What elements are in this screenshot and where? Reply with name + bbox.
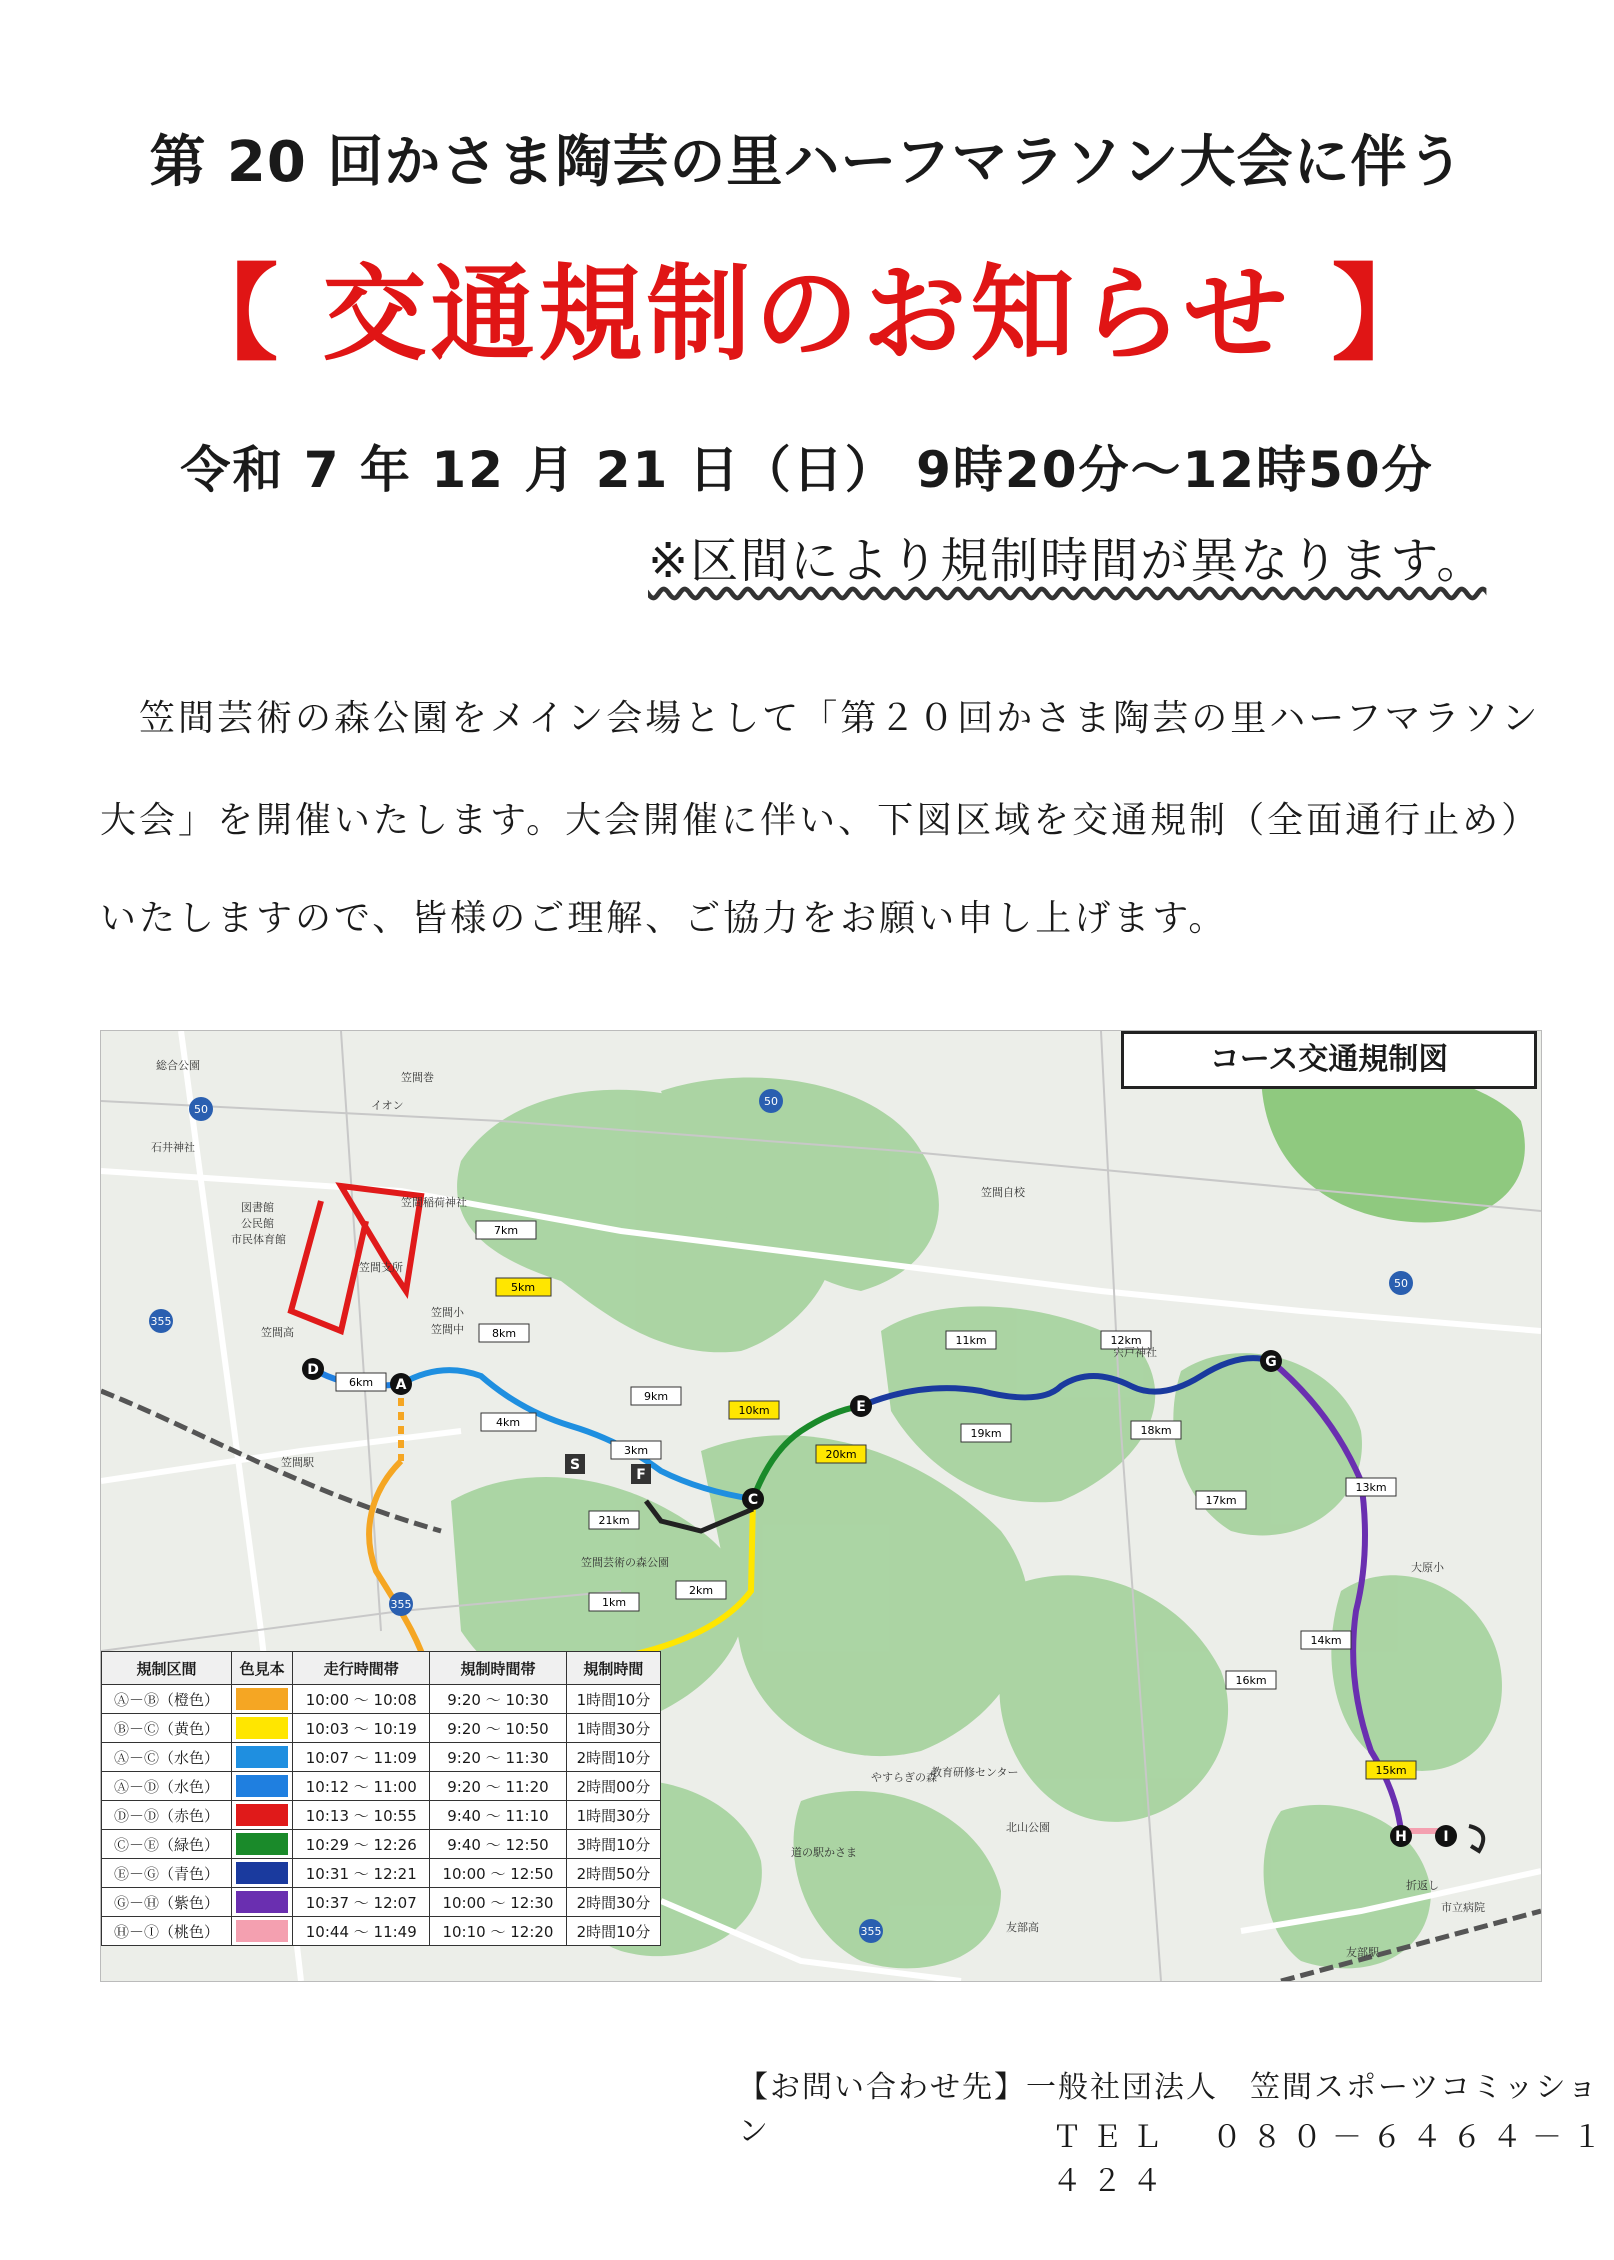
svg-text:市立病院: 市立病院: [1441, 1901, 1485, 1914]
duration-cell: 1時間30分: [566, 1801, 660, 1830]
regulation-table: [101, 1651, 661, 1946]
header-run-time: 走行時間帯: [293, 1652, 430, 1685]
point-g: [1260, 1350, 1282, 1372]
svg-text:笠間稲荷神社: 笠間稲荷神社: [401, 1196, 467, 1209]
svg-text:D: D: [307, 1362, 319, 1378]
km-tag-20: [816, 1445, 866, 1463]
header-section: 規制区間: [102, 1652, 232, 1685]
svg-text:図書館: 図書館: [241, 1201, 274, 1214]
km-tag-19: [961, 1424, 1011, 1442]
run-time-cell: 10:03 ～ 10:19: [293, 1714, 430, 1743]
svg-text:石井神社: 石井神社: [151, 1141, 195, 1154]
run-time-cell: 10:13 ～ 10:55: [293, 1801, 430, 1830]
table-row: [102, 1801, 661, 1830]
svg-text:道の駅かさま: 道の駅かさま: [791, 1846, 857, 1859]
svg-text:20km: 20km: [825, 1448, 857, 1461]
svg-text:14km: 14km: [1310, 1634, 1342, 1647]
color-swatch-cell: [231, 1888, 293, 1917]
color-swatch-cell: [231, 1801, 293, 1830]
svg-text:やすらぎの森: やすらぎの森: [871, 1771, 937, 1784]
color-swatch: [236, 1775, 289, 1797]
svg-text:大原小: 大原小: [1411, 1561, 1444, 1574]
km-tag-10: [729, 1401, 779, 1419]
svg-text:E: E: [856, 1399, 866, 1415]
km-tag-6: [336, 1373, 386, 1391]
svg-text:3km: 3km: [623, 1444, 649, 1457]
reg-time-cell: 9:20 ～ 10:30: [430, 1685, 567, 1714]
color-swatch: [236, 1688, 289, 1710]
point-i: [1435, 1825, 1457, 1847]
svg-text:7km: 7km: [493, 1224, 519, 1237]
route-50-shield-2: [759, 1089, 783, 1113]
duration-cell: 1時間10分: [566, 1685, 660, 1714]
route-355-shield-1: [149, 1309, 173, 1333]
svg-text:1km: 1km: [601, 1596, 627, 1609]
header-reg-time: 規制時間帯: [430, 1652, 567, 1685]
reg-time-cell: 9:20 ～ 11:30: [430, 1743, 567, 1772]
svg-text:50: 50: [1394, 1277, 1408, 1290]
reg-time-cell: 10:00 ～ 12:50: [430, 1859, 567, 1888]
table-row: [102, 1714, 661, 1743]
duration-cell: 2時間00分: [566, 1772, 660, 1801]
svg-text:A: A: [395, 1377, 407, 1393]
color-swatch-cell: [231, 1917, 293, 1946]
svg-text:笠間巻: 笠間巻: [401, 1071, 434, 1084]
point-d: [302, 1358, 324, 1380]
table-row: [102, 1917, 661, 1946]
km-tag-4: [481, 1413, 536, 1431]
km-tag-11: [946, 1331, 996, 1349]
svg-text:友部駅: 友部駅: [1346, 1946, 1379, 1959]
svg-text:355: 355: [860, 1925, 882, 1938]
km-tag-14: [1301, 1631, 1351, 1649]
svg-text:355: 355: [150, 1315, 172, 1328]
svg-text:50: 50: [764, 1095, 778, 1108]
svg-text:H: H: [1395, 1829, 1407, 1845]
svg-text:笠間自校: 笠間自校: [981, 1186, 1025, 1199]
point-s: [565, 1454, 585, 1474]
table-row: [102, 1830, 661, 1859]
svg-text:5km: 5km: [510, 1281, 536, 1294]
point-f: [631, 1464, 651, 1484]
point-e: [850, 1395, 872, 1417]
duration-cell: 2時間10分: [566, 1743, 660, 1772]
svg-text:19km: 19km: [970, 1427, 1002, 1440]
route-355-shield-3: [859, 1919, 883, 1943]
point-h: [1390, 1825, 1412, 1847]
section-cell: Ⓔ－Ⓖ（青色）: [102, 1859, 232, 1888]
svg-text:笠間高: 笠間高: [261, 1326, 294, 1339]
run-time-cell: 10:37 ～ 12:07: [293, 1888, 430, 1917]
route-50-shield-1: [189, 1097, 213, 1121]
table-row: [102, 1685, 661, 1714]
color-swatch-cell: [231, 1859, 293, 1888]
color-swatch: [236, 1717, 289, 1739]
table-header-row: [102, 1652, 661, 1685]
notice-title: 【 交通規制のお知らせ 】: [174, 253, 1440, 375]
section-cell: Ⓖ－Ⓗ（紫色）: [102, 1888, 232, 1917]
color-swatch: [236, 1862, 289, 1884]
reg-time-cell: 9:40 ～ 12:50: [430, 1830, 567, 1859]
duration-cell: 2時間30分: [566, 1888, 660, 1917]
km-tag-15: [1366, 1761, 1416, 1779]
run-time-cell: 10:29 ～ 12:26: [293, 1830, 430, 1859]
svg-text:10km: 10km: [738, 1404, 770, 1417]
svg-text:9km: 9km: [643, 1390, 669, 1403]
run-time-cell: 10:12 ～ 11:00: [293, 1772, 430, 1801]
regulation-note: ※区間により規制時間が異なります。: [648, 533, 1487, 589]
run-time-cell: 10:00 ～ 10:08: [293, 1685, 430, 1714]
reg-time-cell: 9:40 ～ 11:10: [430, 1801, 567, 1830]
svg-text:友部高: 友部高: [1006, 1921, 1039, 1934]
header-color: 色見本: [231, 1652, 293, 1685]
svg-text:11km: 11km: [955, 1334, 987, 1347]
svg-text:北山公園: 北山公園: [1006, 1821, 1050, 1834]
run-time-cell: 10:44 ～ 11:49: [293, 1917, 430, 1946]
svg-text:市民体育館: 市民体育館: [231, 1233, 286, 1246]
svg-text:笠間小: 笠間小: [431, 1306, 464, 1319]
section-cell: Ⓐ－Ⓓ（水色）: [102, 1772, 232, 1801]
svg-text:笠間駅: 笠間駅: [281, 1456, 314, 1469]
table-row: [102, 1859, 661, 1888]
section-cell: Ⓓ－Ⓓ（赤色）: [102, 1801, 232, 1830]
regulation-date: 令和 7 年 12 月 21 日（日） 9時20分～12時50分: [180, 441, 1434, 499]
km-tag-7: [476, 1221, 536, 1239]
color-swatch: [236, 1746, 289, 1768]
route-355-shield-2: [389, 1592, 413, 1616]
svg-text:公民館: 公民館: [241, 1217, 274, 1230]
body-line-3: いたしますので、皆様のご理解、ご協力をお願い申し上げます。: [100, 898, 1228, 939]
svg-text:8km: 8km: [491, 1327, 517, 1340]
svg-text:355: 355: [390, 1598, 412, 1611]
svg-text:18km: 18km: [1140, 1424, 1172, 1437]
km-tag-3: [611, 1441, 661, 1459]
svg-text:折返し: 折返し: [1406, 1879, 1439, 1892]
color-swatch-cell: [231, 1743, 293, 1772]
run-time-cell: 10:07 ～ 11:09: [293, 1743, 430, 1772]
table-row: [102, 1772, 661, 1801]
km-tag-17: [1196, 1491, 1246, 1509]
section-cell: Ⓗ－Ⓘ（桃色）: [102, 1917, 232, 1946]
reg-time-cell: 9:20 ～ 10:50: [430, 1714, 567, 1743]
reg-time-cell: 10:00 ～ 12:30: [430, 1888, 567, 1917]
color-swatch-cell: [231, 1830, 293, 1859]
body-line-2: 大会」を開催いたします。大会開催に伴い、下図区域を交通規制（全面通行止め）: [100, 800, 1541, 841]
duration-cell: 3時間10分: [566, 1830, 660, 1859]
svg-text:総合公園: 総合公園: [156, 1059, 200, 1072]
route-50-shield-3: [1389, 1271, 1413, 1295]
km-tag-16: [1226, 1671, 1276, 1689]
color-swatch-cell: [231, 1714, 293, 1743]
svg-text:G: G: [1265, 1354, 1277, 1370]
color-swatch: [236, 1833, 289, 1855]
svg-text:12km: 12km: [1110, 1334, 1142, 1347]
run-time-cell: 10:31 ～ 12:21: [293, 1859, 430, 1888]
km-tag-8: [479, 1324, 529, 1342]
contact-label: 【お問い合わせ先】一般社団法人 笠間スポーツコミッション: [738, 2070, 1599, 2149]
km-tag-21: [589, 1511, 639, 1529]
svg-text:笠間中: 笠間中: [431, 1323, 464, 1336]
svg-text:17km: 17km: [1205, 1494, 1237, 1507]
reg-time-cell: 10:10 ～ 12:20: [430, 1917, 567, 1946]
point-a: [390, 1373, 412, 1395]
svg-text:笠間芸術の森公園: 笠間芸術の森公園: [581, 1556, 669, 1569]
color-swatch: [236, 1804, 289, 1826]
course-map: [100, 1030, 1542, 1982]
header-duration: 規制時間: [566, 1652, 660, 1685]
svg-text:6km: 6km: [348, 1376, 374, 1389]
svg-text:15km: 15km: [1375, 1764, 1407, 1777]
section-cell: Ⓑ－Ⓒ（黄色）: [102, 1714, 232, 1743]
section-cell: Ⓒ－Ⓔ（緑色）: [102, 1830, 232, 1859]
color-swatch: [236, 1920, 289, 1942]
svg-text:21km: 21km: [598, 1514, 630, 1527]
point-c: [742, 1488, 764, 1510]
svg-text:2km: 2km: [688, 1584, 714, 1597]
svg-text:イオン: イオン: [371, 1099, 404, 1112]
contact-tel: ＴＥＬ ０８０－６４６４－１４２４: [1052, 2120, 1612, 2199]
svg-text:笠間支所: 笠間支所: [359, 1261, 403, 1274]
event-subtitle: 第 20 回かさま陶芸の里ハーフマラソン大会に伴う: [149, 130, 1465, 195]
svg-text:16km: 16km: [1235, 1674, 1267, 1687]
svg-text:C: C: [747, 1492, 759, 1508]
color-swatch-cell: [231, 1772, 293, 1801]
km-tag-18: [1131, 1421, 1181, 1439]
svg-text:宍戸神社: 宍戸神社: [1113, 1346, 1157, 1359]
color-swatch: [236, 1891, 289, 1913]
km-tag-5: [496, 1278, 551, 1296]
svg-text:I: I: [1443, 1829, 1449, 1845]
svg-text:4km: 4km: [495, 1416, 521, 1429]
table-row: [102, 1743, 661, 1772]
color-swatch-cell: [231, 1685, 293, 1714]
reg-time-cell: 9:20 ～ 11:20: [430, 1772, 567, 1801]
km-tag-9: [631, 1387, 681, 1405]
svg-text:50: 50: [194, 1103, 208, 1116]
section-cell: Ⓐ－Ⓒ（水色）: [102, 1743, 232, 1772]
section-cell: Ⓐ－Ⓑ（橙色）: [102, 1685, 232, 1714]
duration-cell: 1時間30分: [566, 1714, 660, 1743]
km-tag-2: [676, 1581, 726, 1599]
km-tag-13: [1346, 1478, 1396, 1496]
duration-cell: 2時間10分: [566, 1917, 660, 1946]
duration-cell: 2時間50分: [566, 1859, 660, 1888]
svg-text:F: F: [636, 1467, 646, 1483]
svg-text:教育研修センター: 教育研修センター: [931, 1766, 1019, 1779]
km-tag-1: [589, 1593, 639, 1611]
body-line-1: 笠間芸術の森公園をメイン会場として「第２０回かさま陶芸の里ハーフマラソン: [100, 698, 1541, 739]
svg-text:13km: 13km: [1355, 1481, 1387, 1494]
map-title: コース交通規制図: [1121, 1031, 1537, 1089]
svg-text:S: S: [569, 1457, 581, 1473]
table-row: [102, 1888, 661, 1917]
